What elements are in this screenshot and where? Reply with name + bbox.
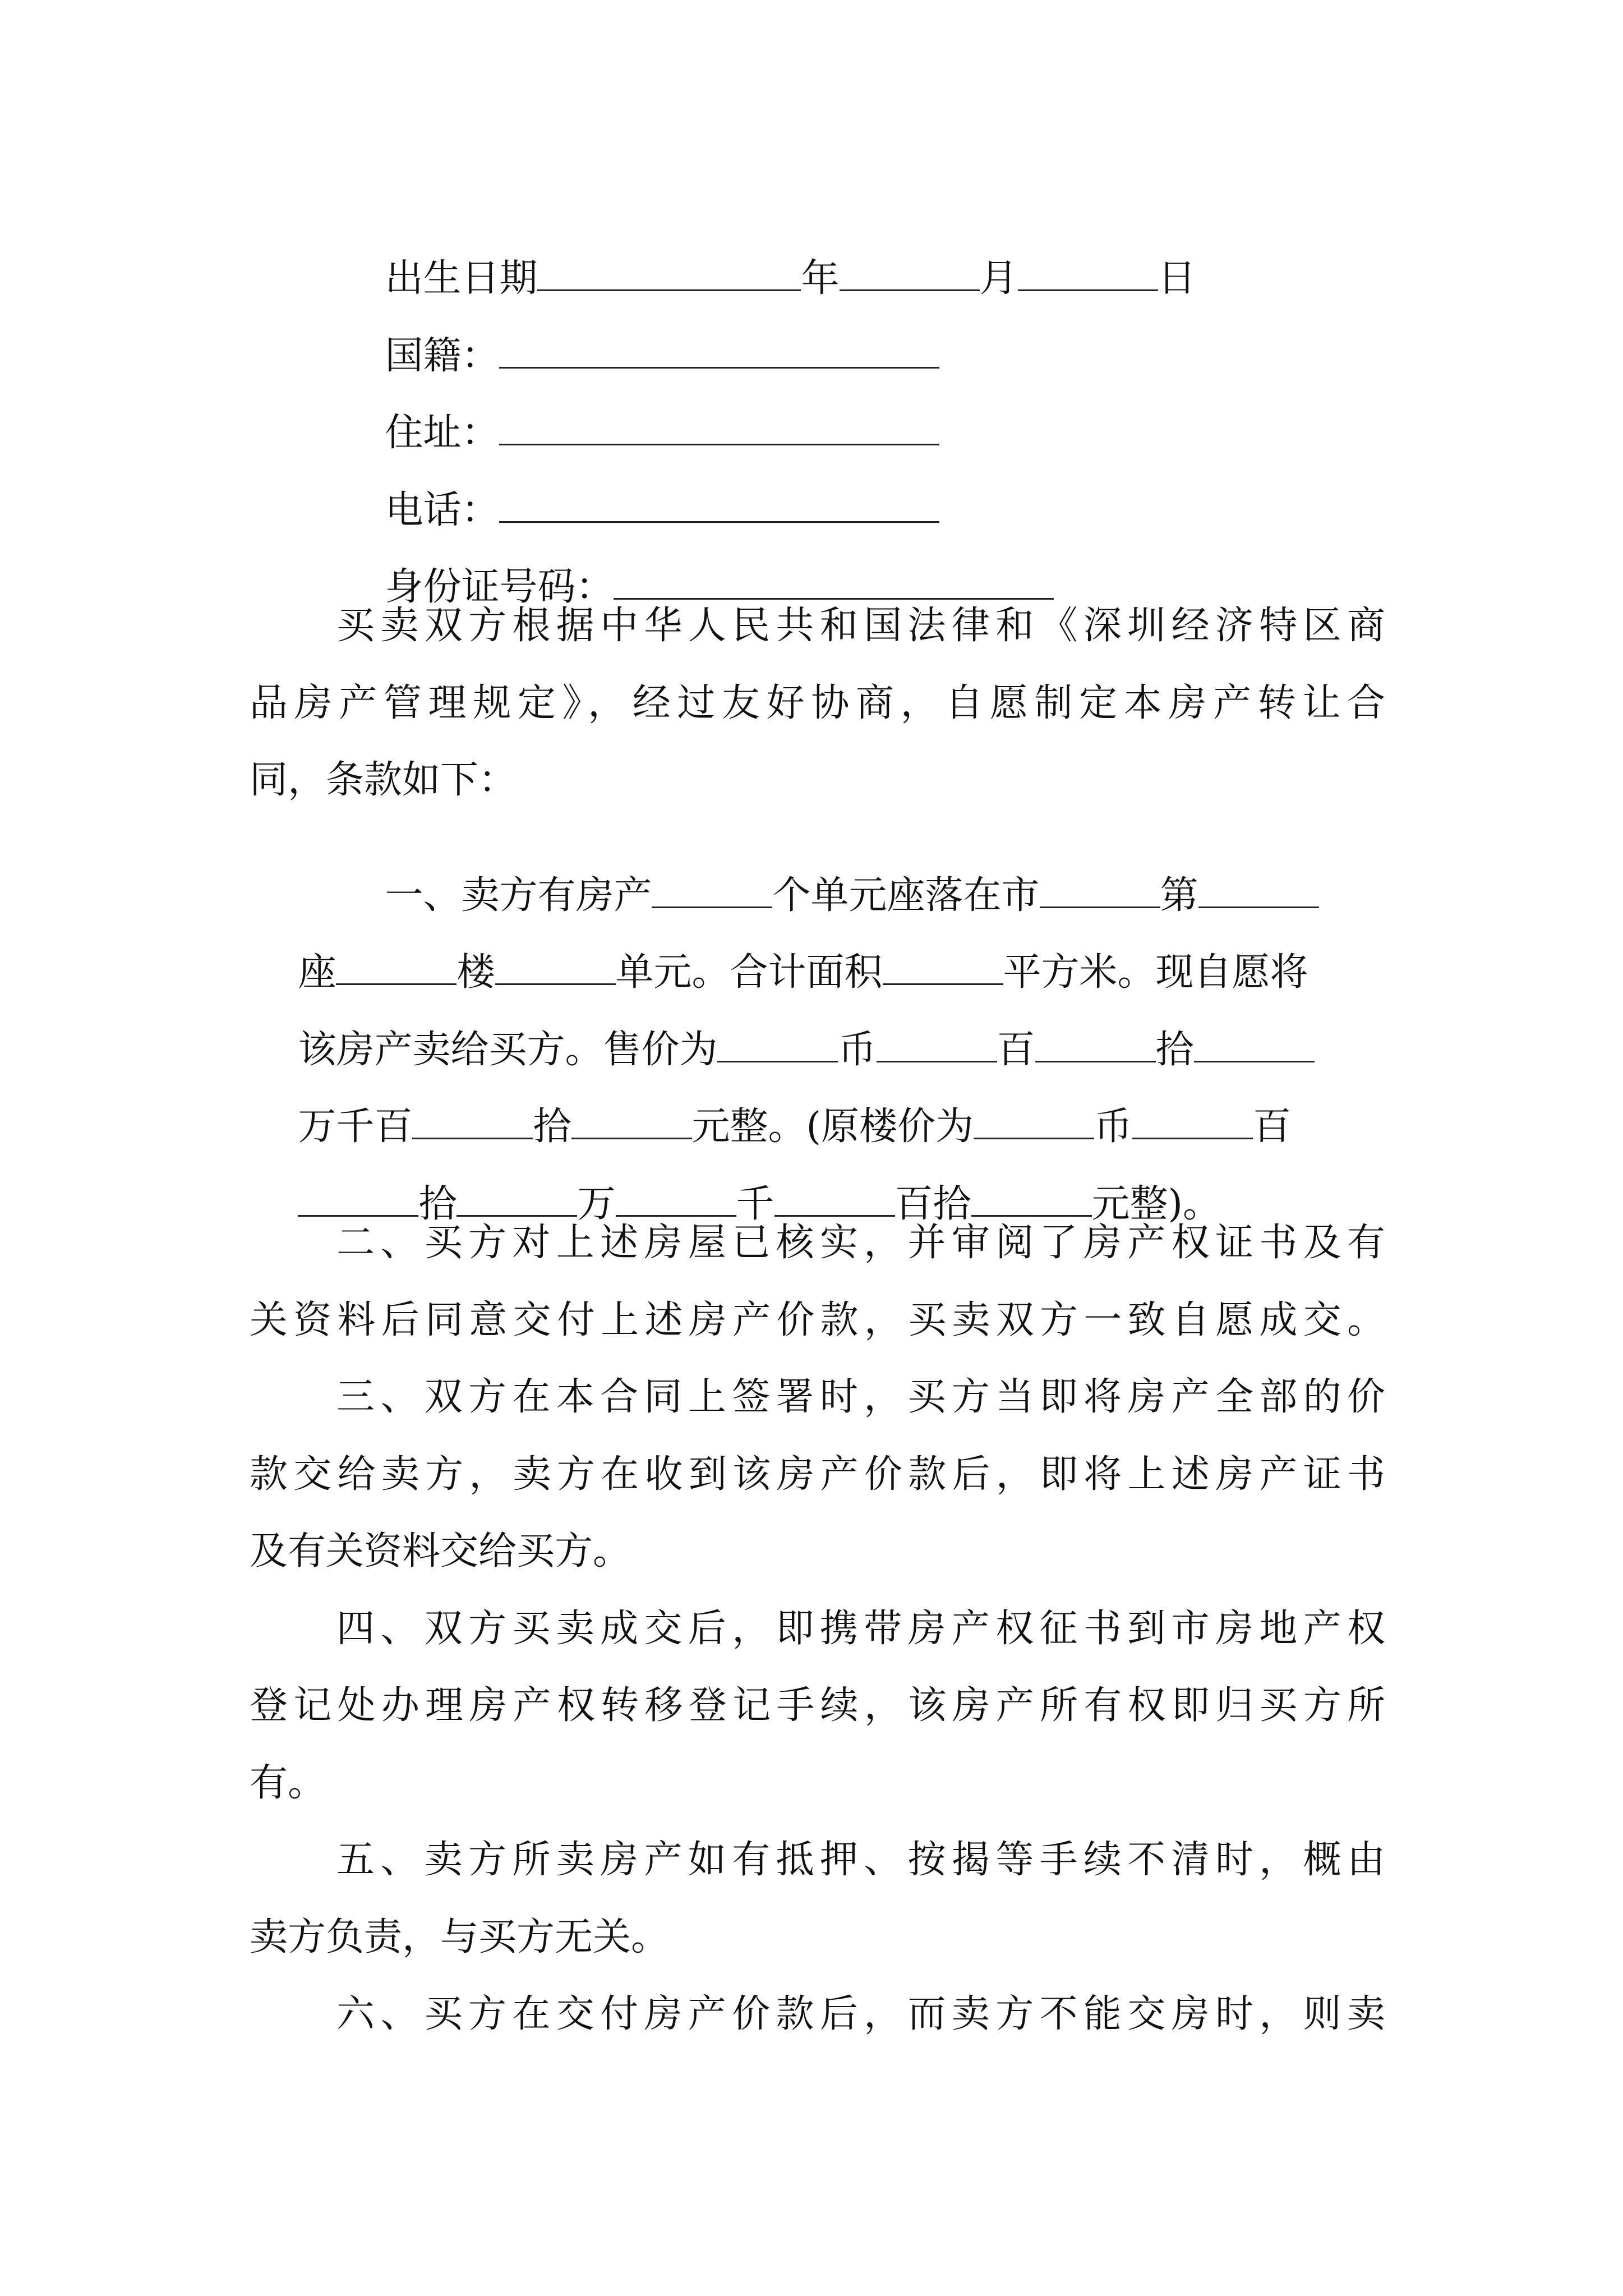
clause1-text: 拾 <box>1155 1028 1194 1072</box>
orig-currency-blank[interactable] <box>974 1138 1094 1139</box>
clause4-line-3: 有。 <box>250 1761 326 1805</box>
nationality-label: 国籍： <box>385 334 500 378</box>
birth-year-blank[interactable] <box>537 289 801 291</box>
clause1-text: 币 <box>838 1028 877 1072</box>
year-label: 年 <box>801 256 840 301</box>
clause1-text: 百拾 <box>895 1182 971 1226</box>
clause1-text: 元整)。 <box>1091 1182 1221 1226</box>
day-label: 日 <box>1158 256 1196 301</box>
orig-ten-blank[interactable] <box>298 1215 418 1217</box>
id-number-blank[interactable] <box>614 598 1054 600</box>
hundred-blank[interactable] <box>877 1061 997 1062</box>
address-blank[interactable] <box>499 444 939 445</box>
thousand-blank[interactable] <box>412 1138 533 1139</box>
phone-blank[interactable] <box>499 521 939 523</box>
clause1-text: 个单元座落在市 <box>772 873 1040 918</box>
currency-blank[interactable] <box>717 1061 838 1062</box>
address-label: 住址： <box>385 411 500 455</box>
orig-thousand-blank[interactable] <box>616 1215 736 1217</box>
clause1-text: 座 <box>298 950 336 995</box>
ten-thousand-blank[interactable] <box>1194 1061 1315 1062</box>
orig-ten-thousand-blank[interactable] <box>457 1215 577 1217</box>
clause1-text: 拾 <box>533 1105 571 1149</box>
unit-blank[interactable] <box>571 1138 692 1139</box>
intro-line-1: 买卖双方根据中华人民共和国法律和《深圳经济特区商 <box>336 604 1385 648</box>
intro-line-2: 品房产管理规定》，经过友好协商，自愿制定本房产转让合 <box>250 681 1385 725</box>
clause3-line-2: 款交给卖方，卖方在收到该房产价款后，即将上述房产证书 <box>250 1452 1385 1497</box>
orig-unit-blank[interactable] <box>971 1215 1092 1217</box>
clause1-text: 币 <box>1094 1105 1133 1149</box>
orig-hundred-blank[interactable] <box>1132 1138 1253 1139</box>
clause1-text: 平方米。现自愿将 <box>1003 950 1308 995</box>
clause2-line-1: 二、买方对上述房屋已核实，并审阅了房产权证书及有 <box>336 1221 1385 1265</box>
clause1-text: 拾 <box>418 1182 457 1226</box>
clause3-line-1: 三、双方在本合同上签署时，买方当即将房产全部的价 <box>336 1375 1385 1419</box>
clause1-text: 元整。(原楼价为 <box>691 1105 974 1149</box>
ten-blank[interactable] <box>1035 1061 1156 1062</box>
clause1-text: 百 <box>997 1028 1035 1072</box>
city-blank[interactable] <box>1040 907 1160 908</box>
birth-date-label: 出生日期 <box>385 256 538 301</box>
birth-day-blank[interactable] <box>1018 289 1158 291</box>
clause1-text: 百 <box>1253 1105 1292 1149</box>
clause1-text: 该房产卖给买方。售价为 <box>298 1028 718 1072</box>
block-blank[interactable] <box>1198 907 1319 908</box>
clause3-line-3: 及有关资料交给买方。 <box>250 1529 631 1573</box>
intro-line-3: 同，条款如下： <box>250 758 517 802</box>
clause2-line-2: 关资料后同意交付上述房产价款，买卖双方一致自愿成交。 <box>250 1298 1385 1342</box>
clause4-line-2: 登记处办理房产权转移登记手续，该房产所有权即归买方所 <box>250 1683 1385 1728</box>
clause5-line-1: 五、卖方所卖房产如有抵押、按揭等手续不清时，概由 <box>336 1838 1385 1882</box>
seat-blank[interactable] <box>336 983 457 985</box>
clause5-line-2: 卖方负责，与买方无关。 <box>250 1915 670 1959</box>
clause1-text: 楼 <box>457 950 495 995</box>
clause1-text: 千 <box>736 1182 774 1226</box>
clause1-text: 单元。合计面积 <box>615 950 883 995</box>
unit-count-blank[interactable] <box>652 907 772 908</box>
clause6-line-1: 六、买方在交付房产价款后，而卖方不能交房时，则卖 <box>336 1992 1385 2036</box>
clause1-text: 一、卖方有房产 <box>385 873 652 918</box>
id-number-label: 身份证号码： <box>385 565 614 609</box>
month-label: 月 <box>979 256 1018 301</box>
clause4-line-1: 四、双方买卖成交后，即携带房产权征书到市房地产权 <box>336 1607 1385 1651</box>
orig-hundred2-blank[interactable] <box>774 1215 895 1217</box>
area-blank[interactable] <box>883 983 1003 985</box>
clause1-text: 万 <box>577 1182 616 1226</box>
nationality-blank[interactable] <box>499 367 939 369</box>
floor-blank[interactable] <box>495 983 616 985</box>
phone-label: 电话： <box>385 488 500 532</box>
clause1-text: 第 <box>1160 873 1198 918</box>
clause1-text: 万千百 <box>298 1105 413 1149</box>
birth-month-blank[interactable] <box>840 289 980 291</box>
